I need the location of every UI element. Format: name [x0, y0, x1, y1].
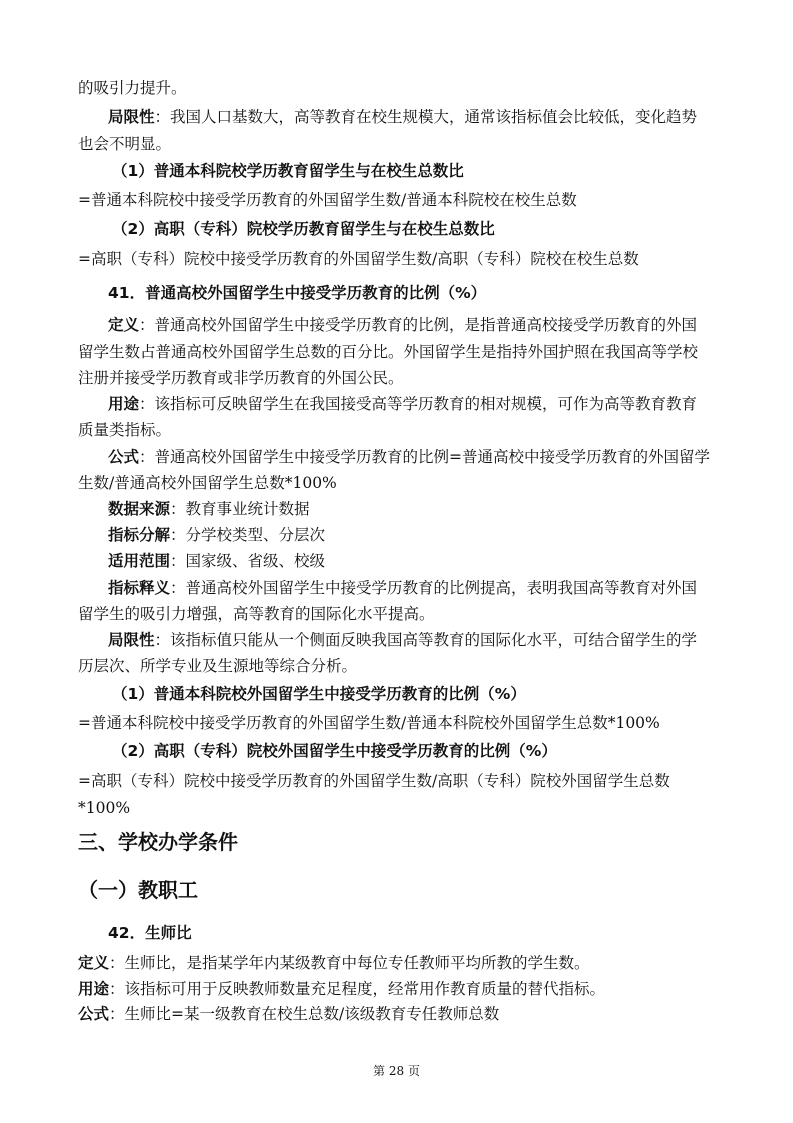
usage-line	[78, 978, 718, 1000]
breakdown-text: ：分学校类型、分层次	[170, 526, 326, 544]
definition-text: ：普通高校外国留学生中接受学历教育的比例，是指普通高校接受学历教育的外国	[139, 316, 698, 334]
limitation-text: ：我国人口基数大，高等教育在校生规模大，通常该指标值会比较低，变化趋势	[154, 108, 698, 126]
paragraph-line: 留学生的吸引力增强，高等教育的国际化水平提高。	[78, 605, 435, 623]
explanation-line	[108, 577, 748, 599]
formula-label: 公式	[108, 448, 140, 466]
usage-text: ：该指标可反映留学生在我国接受高等学历教育的相对规模，可作为高等教育教育	[139, 395, 698, 413]
paragraph-line: 的吸引力提升。	[78, 79, 187, 97]
definition-text: ：生师比，是指某学年内某级教育中每位专任教师平均所教的学生数。	[109, 954, 590, 972]
usage-label: 用途	[108, 395, 140, 413]
paragraph-line: 历层次、所学专业及生源地等综合分析。	[78, 657, 358, 675]
paragraph-line: 注册并接受学历教育或非学历教育的外国公民。	[78, 369, 404, 387]
data-source-label: 数据来源	[108, 500, 171, 518]
subitem-title: （1）普通本科院校外国留学生中接受学历教育的比例（%）	[112, 685, 526, 703]
item-41-title: 41．普通高校外国留学生中接受学历教育的比例（%）	[108, 284, 487, 302]
limitation-label: 局限性	[108, 631, 155, 649]
breakdown-line	[108, 524, 748, 546]
breakdown-label: 指标分解	[108, 526, 171, 544]
explanation-label: 指标释义	[108, 579, 171, 597]
data-source-text: ：教育事业统计数据	[170, 500, 310, 518]
usage-text: ：该指标可用于反映教师数量充足程度，经常用作教育质量的替代指标。	[109, 980, 606, 998]
paragraph-line: 留学生数占普通高校外国留学生总数的百分比。外国留学生是指持外国护照在我国高等学校	[78, 343, 699, 361]
page-number: 第 28 页	[373, 1064, 420, 1078]
scope-line	[108, 550, 748, 572]
scope-label: 适用范围	[108, 552, 171, 570]
usage-label: 用途	[78, 980, 110, 998]
paragraph-line: 也会不明显。	[78, 135, 172, 153]
formula-text: ：生师比=某一级教育在校生总数/该级教育专任教师总数	[109, 1005, 500, 1023]
formula-text: ：普通高校外国留学生中接受学历教育的比例=普通高校中接受学历教育的外国留学	[139, 448, 711, 466]
limitation-paragraph	[108, 106, 748, 128]
formula-line: =普通本科院校中接受学历教育的外国留学生数/普通本科院校外国留学生总数*100%	[78, 714, 660, 732]
formula-paragraph	[108, 446, 748, 468]
definition-line	[108, 314, 748, 336]
subitem-title: （2）高职（专科）院校学历教育留学生与在校生总数比	[112, 220, 495, 238]
limitation-label: 局限性	[108, 108, 155, 126]
definition-label: 定义	[108, 316, 140, 334]
formula-line: =高职（专科）院校中接受学历教育的外国留学生数/高职（专科）院校在校生总数	[78, 250, 639, 268]
subitem-title: （1）普通本科院校学历教育留学生与在校生总数比	[112, 162, 464, 180]
formula-line	[78, 1003, 718, 1025]
usage-line	[108, 393, 748, 415]
limitation-text: ：该指标值只能从一个侧面反映我国高等教育的国际化水平，可结合留学生的学	[154, 631, 698, 649]
item-42-title: 42．生师比	[108, 924, 192, 942]
definition-label: 定义	[78, 954, 110, 972]
formula-line: =高职（专科）院校中接受学历教育的外国留学生数/高职（专科）院校外国留学生总数	[78, 772, 670, 790]
data-source-line	[108, 498, 748, 520]
formula-label: 公式	[78, 1005, 110, 1023]
explanation-text: ：普通高校外国留学生中接受学历教育的比例提高，表明我国高等教育对外国	[170, 579, 698, 597]
subsection-heading: （一）教职工	[78, 878, 198, 902]
formula-line: *100%	[78, 799, 131, 817]
limitation-paragraph	[108, 629, 748, 651]
scope-text: ：国家级、省级、校级	[170, 552, 326, 570]
formula-line: =普通本科院校中接受学历教育的外国留学生数/普通本科院校在校生总数	[78, 191, 577, 209]
subitem-title: （2）高职（专科）院校外国留学生中接受学历教育的比例（%）	[112, 742, 557, 760]
paragraph-line: 生数/普通高校外国留学生总数*100%	[78, 474, 337, 492]
section-heading: 三、学校办学条件	[78, 830, 238, 854]
definition-line	[78, 952, 718, 974]
paragraph-line: 质量类指标。	[78, 421, 172, 439]
